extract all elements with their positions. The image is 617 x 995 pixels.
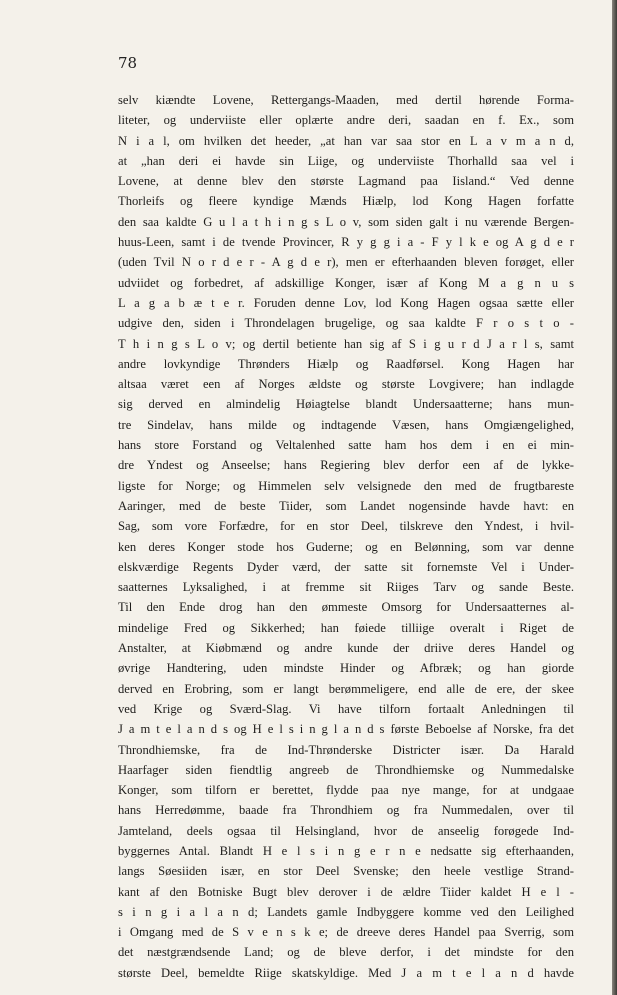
- text-line: Thorleifs og fleere kyndige Mænds Hiælp, lod Kong Hagen forfatte: [118, 194, 574, 209]
- text-line: huus-Leen, samt i de tvende Provincer, R y g g i a - F y l k e og A g d e r: [118, 235, 574, 250]
- text-line: Sag, som vore Forfædre, for en stor Deel, tilskreve den Yndest, i hvil-: [118, 519, 574, 534]
- text-line: J a m t e l a n d s og H e l s i n g l a n d s første Beboelse af Norske, fra det: [118, 722, 574, 737]
- text-line: langs Søesiiden især, en stor Deel Svenske; den heele vestlige Strand-: [118, 864, 574, 879]
- text-line: (uden Tvil N o r d e r - A g d e r), men er efterhaanden bleven forøget, eller: [118, 255, 574, 270]
- text-line: den saa kaldte G u l a t h i n g s L o v, som siden galt i nu værende Bergen-: [118, 214, 574, 229]
- text-line: T h i n g s L o v; og dertil betiente han sig af S i g u r d J a r l s, samt: [118, 336, 574, 351]
- text-line: udviidet og forbedret, af adskillige Konger, især af Kong M a g n u s: [118, 275, 574, 290]
- text-line: mindelige Fred og Sikkerhed; han føiede tilliige overalt i Riget de: [118, 620, 574, 635]
- text-line: hans store Forstand og Veltalenhed satte ham hos dem i en ei min-: [118, 438, 574, 453]
- text-line: ved Krige og Sværd-Slag. Vi have tilforn fortaalt Anledningen til: [118, 701, 574, 716]
- page-edge-shadow: [612, 0, 617, 995]
- text-line: elskværdige Regents Dyder værd, der satte sit fornemste Vel i Under-: [118, 559, 574, 574]
- text-line: ligste for Norge; og Himmelen selv velsignede den med de frugtbareste: [118, 478, 574, 493]
- text-line: N i a l, om hvilken det heeder, „at han var saa stor en L a v m a n d,: [118, 133, 574, 148]
- body-text: [118, 90, 574, 983]
- text-line: Haarfager siden fiendtlig angreeb de Throndhiemske og Nummedalske: [118, 762, 574, 777]
- text-line: ken deres Konger stode hos Guderne; og en Belønning, som var denne: [118, 539, 574, 554]
- text-line: Aaringer, med de beste Tiider, som Landet nogensinde havde havt: en: [118, 498, 574, 513]
- text-line: L a g a b æ t e r. Foruden denne Lov, lod Kong Hagen ogsaa sætte eller: [118, 295, 574, 310]
- text-line: s i n g i a l a n d; Landets gamle Indbyggere komme ved den Leilighed: [118, 904, 574, 919]
- text-line: derved en Erobring, som er langt berømmeligere, end alle de ere, der skee: [118, 681, 574, 696]
- text-line: kant af den Botniske Bugt blev derover i de ældre Tiider kaldet H e l -: [118, 884, 574, 899]
- text-line: saatternes Lyksalighed, i at fremme sit Riiges Tarv og sande Beste.: [118, 580, 574, 595]
- text-line: altsaa været een af Norges ældste og største Lovgivere; han indlagde: [118, 377, 574, 392]
- text-line: Til den Ende drog han den ømmeste Omsorg for Undersaatternes al-: [118, 600, 574, 615]
- text-line: største Deel, bemeldte Riige skatskyldige. Med J a m t e l a n d havde: [118, 965, 574, 980]
- text-line: selv kiændte Lovene, Rettergangs-Maaden, med dertil hørende Forma-: [118, 93, 574, 107]
- text-line: liteter, og underviiste eller oplærte andre deri, saadan en f. Ex., som: [118, 113, 574, 128]
- text-line: udgive den, siden i Throndelagen brugelige, og saa kaldte F r o s t o -: [118, 316, 574, 331]
- text-line: Konger, som tilforn er berettet, flydde paa nye mange, for at undgaae: [118, 783, 574, 798]
- text-line: dre Yndest og Anseelse; hans Regiering blev derfor een af de lykke-: [118, 458, 574, 473]
- text-line: Throndhiemske, fra de Ind-Thrønderske Districter især. Da Harald: [118, 742, 574, 757]
- text-line: øvrige Handtering, uden mindste Hinder og Afbræk; og han giorde: [118, 661, 574, 676]
- text-line: at „han deri ei havde sin Liige, og underviiste Thorhalld saa vel i: [118, 153, 574, 168]
- page-number: 78: [118, 54, 138, 72]
- text-line: det næstgrændsende Land; og de bleve derfor, i det mindste for den: [118, 945, 574, 960]
- text-line: byggernes Antal. Blandt H e l s i n g e r n e nedsatte sig efterhaanden,: [118, 843, 574, 858]
- text-line: andre lovkyndige Thrønders Hiælp og Raadførsel. Kong Hagen har: [118, 356, 574, 371]
- text-line: sig derved en almindelig Høiagtelse blandt Undersaatterne; hans mun-: [118, 397, 574, 412]
- text-line: Lovene, at denne blev den største Lagmand paa Iisland.“ Ved denne: [118, 174, 574, 189]
- text-line: Jamteland, deels ogsaa til Helsingland, hvor de anseelig forøgede Ind-: [118, 823, 574, 838]
- text-line: hans Herredømme, baade fra Throndhiem og fra Nummedalen, over til: [118, 803, 574, 818]
- text-line: Anstalter, at Kiøbmænd og andre kunde der driive deres Handel og: [118, 641, 574, 656]
- text-line: i Omgang med de S v e n s k e; de dreeve deres Handel paa Sverrig, som: [118, 925, 574, 940]
- text-line: tre Sindelav, hans milde og indtagende Væsen, hans Omgiængelighed,: [118, 417, 574, 432]
